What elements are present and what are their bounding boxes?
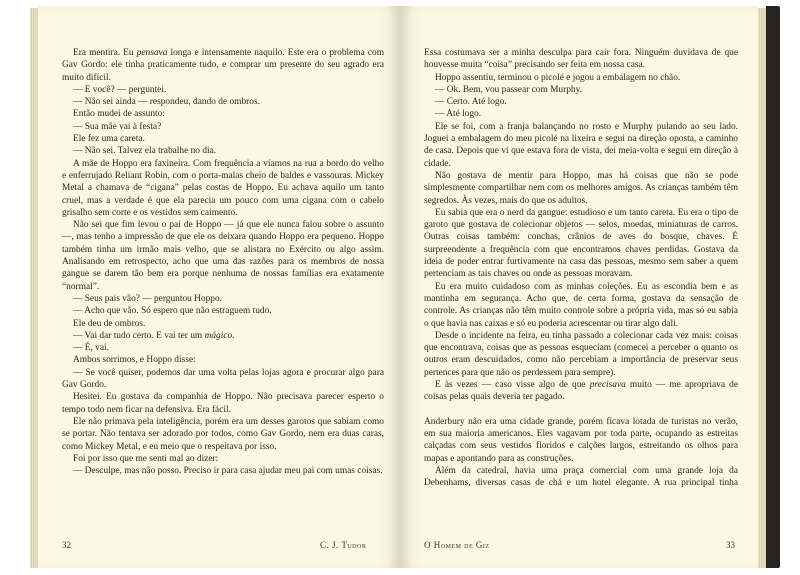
left-page-text [62,47,384,477]
paragraph [62,84,384,96]
paragraph-text: — Até logo. [435,109,482,120]
paragraph [62,145,384,157]
paragraph-text: A mãe de Hoppo era faxineira. Com frequência a víamos na rua a bordo do velho e enferrujado Reliant Robin, com o porta-malas cheio de baldes e vassouras. Mickey Metal a chamava de “cigana” pelas costas de Hoppo. Eu achava aquilo um tanto cruel, mas a verdade é que ela parecia um pouco com uma cigana com o cabelo grisalho sem corte e os vestidos sem caimento. [62,158,384,218]
paragraph [424,121,738,170]
paragraph-text: — Não sei ainda — respondeu, dando de ombros. [73,97,260,108]
paragraph [62,416,384,453]
left-page [38,6,400,568]
paragraph-text: Eu era muito cuidadoso com as minhas coleções. Eu as escondia bem e as mantinha em segurança. Acho que, de certa forma, gostava da sensação de controle. As crianças não têm muito controle sobre a própria vida, mas só eu sabia o que havia nas caixas e só eu poderia acrescentar ou tirar algo dali. [424,281,738,329]
paragraph-text: Era mentira. Eu [73,48,137,58]
paragraph [62,108,384,120]
paragraph-text: — E você? — perguntei. [73,84,167,95]
paragraph-text: Anderbury não era uma cidade grande, porém ficava lotada de turistas no verão, em sua maioria americanos. Eles vagavam por toda parte, ocupando as estreitas calçadas com seus vestidos floridos e calções largos, estreitando os olhos para mapas e apontando para as construções. [424,416,738,464]
paragraph-text: — Sua mãe vai à festa? [73,121,162,132]
paragraph [62,354,384,366]
paragraph [424,379,738,404]
paragraph-text: Ele não primava pela inteligência, porém era um desses garotos que sabiam como se portar. Não tentava ser adorado por todos, como Gav Gordo, nem era duas caras, como Mickey Metal, e eu meio que o respeitava por isso. [62,416,384,452]
paragraph-text: E às vezes — caso visse algo de que [435,380,590,391]
paragraph-text: Ele se foi, com a franja balançando no rosto e Murphy pulando ao seu lado. Joguei a embalagem do meu picolé na lixeira e segui na direção oposta, a caminho de casa. Depois que vi que estava fora de vista, dei meia-volta e segui em direção à cidade. [424,121,738,169]
paragraph [424,108,738,120]
paragraph-text: — Certo. Até logo. [435,97,507,108]
paragraph-text: Ele fez uma careta. [73,134,145,145]
paragraph-text: Ele deu de ombros. [73,318,146,329]
paragraph [424,170,738,207]
paragraph [424,465,738,490]
paragraph-text: Não sei que fim levou o pai de Hoppo — já que ele nunca falou sobre o assunto —, mas tenho a impressão de que ele os deixara quando Hoppo era pequeno. Hoppo também tinha um irmão mais velho, que se alistara no Exército ou algo assim. Analisando em retrospecto, acho que uma das razões para os membros de nossa gangue se darem tão bem era porque nenhuma de nossas famílias era exatamente “normal”. [62,220,384,292]
paragraph-text: — Desculpe, mas não posso. Preciso ir para casa ajudar meu pai com umas coisas. [73,466,383,477]
paragraph-text: Hoppo assentiu, terminou o picolé e jogou a embalagem no chão. [435,72,681,83]
paragraph [62,219,384,293]
book-cover-edge [766,6,780,568]
paragraph-text: Não gostava de mentir para Hoppo, mas há coisas que não se pode simplesmente compartilhar nem com os melhores amigos. As crianças também têm segredos. Às vezes, mais do que os adultos. [424,170,738,206]
paragraph-text: — Não sei. Talvez ela trabalhe no dia. [73,146,217,157]
paragraph [62,47,384,84]
emphasis-text: pensava [136,48,168,58]
paragraph [62,342,384,354]
paragraph-text: Então mudei de assunto: [73,109,165,120]
paragraph-text: Desde o incidente na feira, eu tinha passado a colecionar cada vez mais: coisas que encontrava, coisas que as pessoas esqueciam (comecei a perceber o quanto os outros eram descuidados, como não percebiam a importância de preservar seus pertences para que não os perdessem para sempre). [424,330,738,378]
paragraph [62,330,384,342]
paragraph-text: — Seus pais vão? — perguntou Hoppo. [73,293,223,304]
paragraph-text: — Ok. Bem, vou passear com Murphy. [435,84,583,95]
paragraph-text: Foi por isso que me senti mal ao dizer: [73,453,219,464]
left-page-number: 32 [62,540,71,550]
paragraph [424,84,738,96]
right-running-head: O Homem de Giz [424,540,490,550]
paragraph-text: longa e intensamente naquilo. Este era o problema com Gav Gordo: ele tinha praticamente tudo, e comprar um presente do seu agrado era muito difícil. [62,48,384,83]
paragraph [62,293,384,305]
paragraph-text: muito — me apropriava de coisas pelas quais deveria ter pagado. [424,380,738,403]
right-page-number: 33 [726,540,735,550]
right-page [400,6,758,568]
emphasis-text: mágico [204,330,233,341]
right-page-text [424,47,738,489]
paragraph-text: — Vai dar tudo certo. E vai ter um [73,330,205,341]
paragraph-text: Eu sabia que era o nerd da gangue: estudioso e um tanto careta. Eu era o tipo de garoto que gostava de colecionar objetos — selos, moedas, miniaturas de carros. Outras coisas também: conchas, crânios de aves do bosque, chaves. É surpreendente a frequência com que encontramos chaves perdidas. Gostava da ideia de poder entrar furtivamente na casa das pessoas, mesmo sem saber a quem pertenciam as tais chaves ou onde as pessoas moravam. [424,207,738,280]
left-running-head: C. J. Tudor [320,540,367,550]
paragraph-text: Além da catedral, havia uma praça comercial com uma grande loja da Debenhams, diversas casas de chá e um hotel elegante. A rua principal tinha [424,465,738,489]
paragraph [62,367,384,392]
emphasis-text: precisava [589,380,626,391]
paragraph [424,72,738,84]
paragraph [424,281,738,330]
paragraph-text: . [232,330,235,341]
paragraph [62,465,384,477]
paragraph [62,453,384,465]
paragraph [424,47,738,72]
paragraph-text: Hesitei. Eu gostava da companhia de Hoppo. Não precisava parecer esperto o tempo todo nem ficar na defensiva. Era fácil. [62,392,384,415]
right-page-edge [758,8,766,568]
paragraph-text: Essa costumava ser a minha desculpa para cair fora. Ninguém duvidava de que houvesse muita “coisa” precisando ser feita em nossa casa. [424,48,738,71]
paragraph [62,158,384,219]
paragraph [424,330,738,379]
paragraph [62,318,384,330]
section-break [424,404,738,416]
paragraph [424,416,738,465]
paragraph-text: — Se você quiser, podemos dar uma volta pelas lojas agora e procurar algo para Gav Gordo. [62,367,384,391]
paragraph-text: Ambos sorrimos, e Hoppo disse: [73,355,196,366]
paragraph [62,96,384,108]
paragraph [62,391,384,416]
paragraph [424,96,738,108]
left-page-edge [30,8,38,568]
paragraph [62,133,384,145]
paragraph [424,207,738,281]
paragraph-text: — Acho que vão. Só espero que não estraguem tudo. [73,306,272,317]
paragraph [62,121,384,133]
paragraph-text: — É, vai. [73,343,109,354]
paragraph [62,305,384,317]
